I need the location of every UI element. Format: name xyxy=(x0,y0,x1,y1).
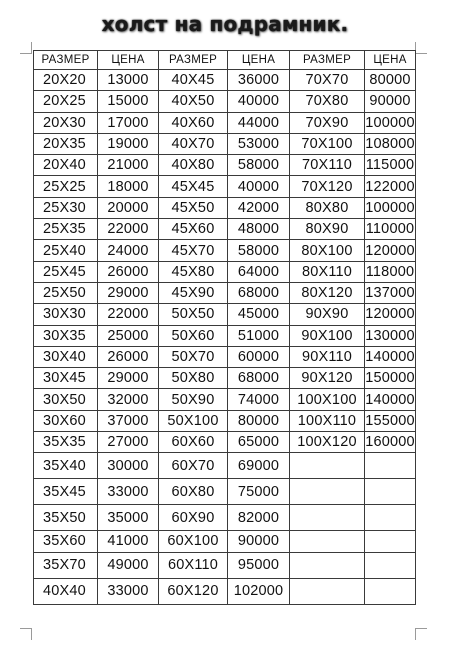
table-row xyxy=(34,410,416,431)
price-cell: 118000 xyxy=(365,261,416,282)
size-cell xyxy=(290,505,365,531)
price-cell: 80000 xyxy=(228,410,290,431)
column-header: РАЗМЕР xyxy=(159,51,228,70)
page-corner-mark xyxy=(415,628,427,640)
column-header: ЦЕНА xyxy=(228,51,290,70)
price-cell: 20000 xyxy=(98,197,159,218)
price-cell: 42000 xyxy=(228,197,290,218)
size-cell: 20X30 xyxy=(34,112,98,133)
price-cell: 22000 xyxy=(98,219,159,240)
size-cell: 60X70 xyxy=(159,453,228,479)
table-row xyxy=(34,432,416,453)
table-row xyxy=(34,389,416,410)
price-cell: 95000 xyxy=(228,552,290,578)
size-cell xyxy=(290,552,365,578)
price-cell: 17000 xyxy=(98,112,159,133)
size-cell: 20X35 xyxy=(34,133,98,154)
page-corner-mark xyxy=(415,42,427,54)
size-cell: 60X100 xyxy=(159,531,228,552)
size-cell: 60X80 xyxy=(159,479,228,505)
price-cell: 32000 xyxy=(98,389,159,410)
price-cell: 74000 xyxy=(228,389,290,410)
size-cell: 90X100 xyxy=(290,325,365,346)
table-row xyxy=(34,552,416,578)
table-row xyxy=(34,155,416,176)
table-row xyxy=(34,531,416,552)
size-cell: 45X80 xyxy=(159,261,228,282)
column-header: ЦЕНА xyxy=(365,51,416,70)
price-cell: 19000 xyxy=(98,133,159,154)
price-cell xyxy=(365,479,416,505)
size-cell: 25X50 xyxy=(34,282,98,303)
price-cell: 137000 xyxy=(365,282,416,303)
column-header: РАЗМЕР xyxy=(34,51,98,70)
price-cell: 25000 xyxy=(98,325,159,346)
table-row xyxy=(34,176,416,197)
price-cell: 33000 xyxy=(98,578,159,604)
size-cell: 70X120 xyxy=(290,176,365,197)
size-cell: 20X40 xyxy=(34,155,98,176)
price-cell: 37000 xyxy=(98,410,159,431)
price-cell: 15000 xyxy=(98,91,159,112)
size-cell: 25X35 xyxy=(34,219,98,240)
size-cell: 80X80 xyxy=(290,197,365,218)
size-cell: 25X40 xyxy=(34,240,98,261)
size-cell: 50X90 xyxy=(159,389,228,410)
size-cell: 60X90 xyxy=(159,505,228,531)
table-row xyxy=(34,261,416,282)
price-cell xyxy=(365,531,416,552)
size-cell: 70X100 xyxy=(290,133,365,154)
price-cell: 100000 xyxy=(365,112,416,133)
price-table xyxy=(33,50,416,605)
size-cell: 70X70 xyxy=(290,70,365,91)
table-row xyxy=(34,133,416,154)
table-row xyxy=(34,112,416,133)
size-cell: 80X110 xyxy=(290,261,365,282)
size-cell xyxy=(290,453,365,479)
price-cell: 120000 xyxy=(365,304,416,325)
size-cell: 25X30 xyxy=(34,197,98,218)
size-cell xyxy=(290,531,365,552)
price-cell: 13000 xyxy=(98,70,159,91)
size-cell: 80X120 xyxy=(290,282,365,303)
size-cell: 20X20 xyxy=(34,70,98,91)
size-cell: 90X120 xyxy=(290,368,365,389)
price-cell: 75000 xyxy=(228,479,290,505)
size-cell: 70X110 xyxy=(290,155,365,176)
size-cell xyxy=(290,578,365,604)
page-corner-mark xyxy=(20,628,32,640)
price-cell: 120000 xyxy=(365,240,416,261)
size-cell: 40X40 xyxy=(34,578,98,604)
price-cell: 110000 xyxy=(365,219,416,240)
table-row xyxy=(34,325,416,346)
price-cell xyxy=(365,505,416,531)
price-cell: 100000 xyxy=(365,197,416,218)
price-cell: 29000 xyxy=(98,368,159,389)
size-cell: 25X25 xyxy=(34,176,98,197)
size-cell: 60X60 xyxy=(159,432,228,453)
table-header-row xyxy=(34,51,416,70)
price-cell: 45000 xyxy=(228,304,290,325)
price-cell: 90000 xyxy=(228,531,290,552)
size-cell: 30X50 xyxy=(34,389,98,410)
size-cell: 35X60 xyxy=(34,531,98,552)
size-cell: 45X45 xyxy=(159,176,228,197)
price-cell: 122000 xyxy=(365,176,416,197)
size-cell: 40X50 xyxy=(159,91,228,112)
size-cell: 80X100 xyxy=(290,240,365,261)
price-cell: 68000 xyxy=(228,368,290,389)
size-cell: 30X30 xyxy=(34,304,98,325)
price-cell: 40000 xyxy=(228,176,290,197)
table-row xyxy=(34,91,416,112)
size-cell: 100X110 xyxy=(290,410,365,431)
size-cell: 40X60 xyxy=(159,112,228,133)
price-cell: 24000 xyxy=(98,240,159,261)
price-cell: 22000 xyxy=(98,304,159,325)
size-cell: 50X60 xyxy=(159,325,228,346)
price-cell: 41000 xyxy=(98,531,159,552)
table-row xyxy=(34,505,416,531)
price-cell: 40000 xyxy=(228,91,290,112)
size-cell: 50X80 xyxy=(159,368,228,389)
table-row xyxy=(34,304,416,325)
size-cell: 35X35 xyxy=(34,432,98,453)
price-cell: 130000 xyxy=(365,325,416,346)
size-cell: 100X120 xyxy=(290,432,365,453)
price-cell: 27000 xyxy=(98,432,159,453)
price-cell: 140000 xyxy=(365,346,416,367)
price-cell: 102000 xyxy=(228,578,290,604)
column-header: РАЗМЕР xyxy=(290,51,365,70)
size-cell: 45X50 xyxy=(159,197,228,218)
size-cell: 90X110 xyxy=(290,346,365,367)
price-cell: 26000 xyxy=(98,346,159,367)
table-row xyxy=(34,240,416,261)
size-cell: 50X50 xyxy=(159,304,228,325)
price-cell: 58000 xyxy=(228,240,290,261)
price-cell: 51000 xyxy=(228,325,290,346)
price-cell: 140000 xyxy=(365,389,416,410)
size-cell: 40X80 xyxy=(159,155,228,176)
size-cell: 70X80 xyxy=(290,91,365,112)
size-cell: 25X45 xyxy=(34,261,98,282)
price-cell: 65000 xyxy=(228,432,290,453)
size-cell: 30X45 xyxy=(34,368,98,389)
price-cell: 80000 xyxy=(365,70,416,91)
price-cell: 44000 xyxy=(228,112,290,133)
price-cell: 48000 xyxy=(228,219,290,240)
size-cell: 35X70 xyxy=(34,552,98,578)
price-cell: 108000 xyxy=(365,133,416,154)
price-cell: 160000 xyxy=(365,432,416,453)
price-cell: 69000 xyxy=(228,453,290,479)
table-row xyxy=(34,453,416,479)
price-cell: 30000 xyxy=(98,453,159,479)
size-cell: 45X90 xyxy=(159,282,228,303)
size-cell: 35X45 xyxy=(34,479,98,505)
document-title: холст на подрамник. xyxy=(101,12,349,36)
table-row xyxy=(34,479,416,505)
price-cell: 90000 xyxy=(365,91,416,112)
table-row xyxy=(34,70,416,91)
price-cell: 60000 xyxy=(228,346,290,367)
size-cell: 50X70 xyxy=(159,346,228,367)
size-cell: 20X25 xyxy=(34,91,98,112)
table-row xyxy=(34,197,416,218)
price-cell: 21000 xyxy=(98,155,159,176)
size-cell xyxy=(290,479,365,505)
price-cell xyxy=(365,453,416,479)
table-row xyxy=(34,282,416,303)
price-cell: 150000 xyxy=(365,368,416,389)
size-cell: 60X110 xyxy=(159,552,228,578)
size-cell: 60X120 xyxy=(159,578,228,604)
size-cell: 40X70 xyxy=(159,133,228,154)
price-cell: 29000 xyxy=(98,282,159,303)
size-cell: 30X40 xyxy=(34,346,98,367)
price-cell: 82000 xyxy=(228,505,290,531)
price-cell: 53000 xyxy=(228,133,290,154)
size-cell: 30X35 xyxy=(34,325,98,346)
size-cell: 45X70 xyxy=(159,240,228,261)
size-cell: 70X90 xyxy=(290,112,365,133)
price-cell xyxy=(365,578,416,604)
price-cell: 26000 xyxy=(98,261,159,282)
price-cell: 33000 xyxy=(98,479,159,505)
price-cell: 49000 xyxy=(98,552,159,578)
price-cell: 68000 xyxy=(228,282,290,303)
price-cell: 36000 xyxy=(228,70,290,91)
price-cell: 58000 xyxy=(228,155,290,176)
price-cell: 115000 xyxy=(365,155,416,176)
size-cell: 35X50 xyxy=(34,505,98,531)
size-cell: 50X100 xyxy=(159,410,228,431)
table-row xyxy=(34,346,416,367)
size-cell: 80X90 xyxy=(290,219,365,240)
price-cell: 18000 xyxy=(98,176,159,197)
size-cell: 90X90 xyxy=(290,304,365,325)
size-cell: 40X45 xyxy=(159,70,228,91)
column-header: ЦЕНА xyxy=(98,51,159,70)
size-cell: 35X40 xyxy=(34,453,98,479)
table-row xyxy=(34,368,416,389)
price-cell: 64000 xyxy=(228,261,290,282)
price-cell: 35000 xyxy=(98,505,159,531)
price-cell xyxy=(365,552,416,578)
size-cell: 45X60 xyxy=(159,219,228,240)
price-cell: 155000 xyxy=(365,410,416,431)
size-cell: 100X100 xyxy=(290,389,365,410)
table-row xyxy=(34,219,416,240)
page-corner-mark xyxy=(20,42,32,54)
table-row xyxy=(34,578,416,604)
size-cell: 30X60 xyxy=(34,410,98,431)
